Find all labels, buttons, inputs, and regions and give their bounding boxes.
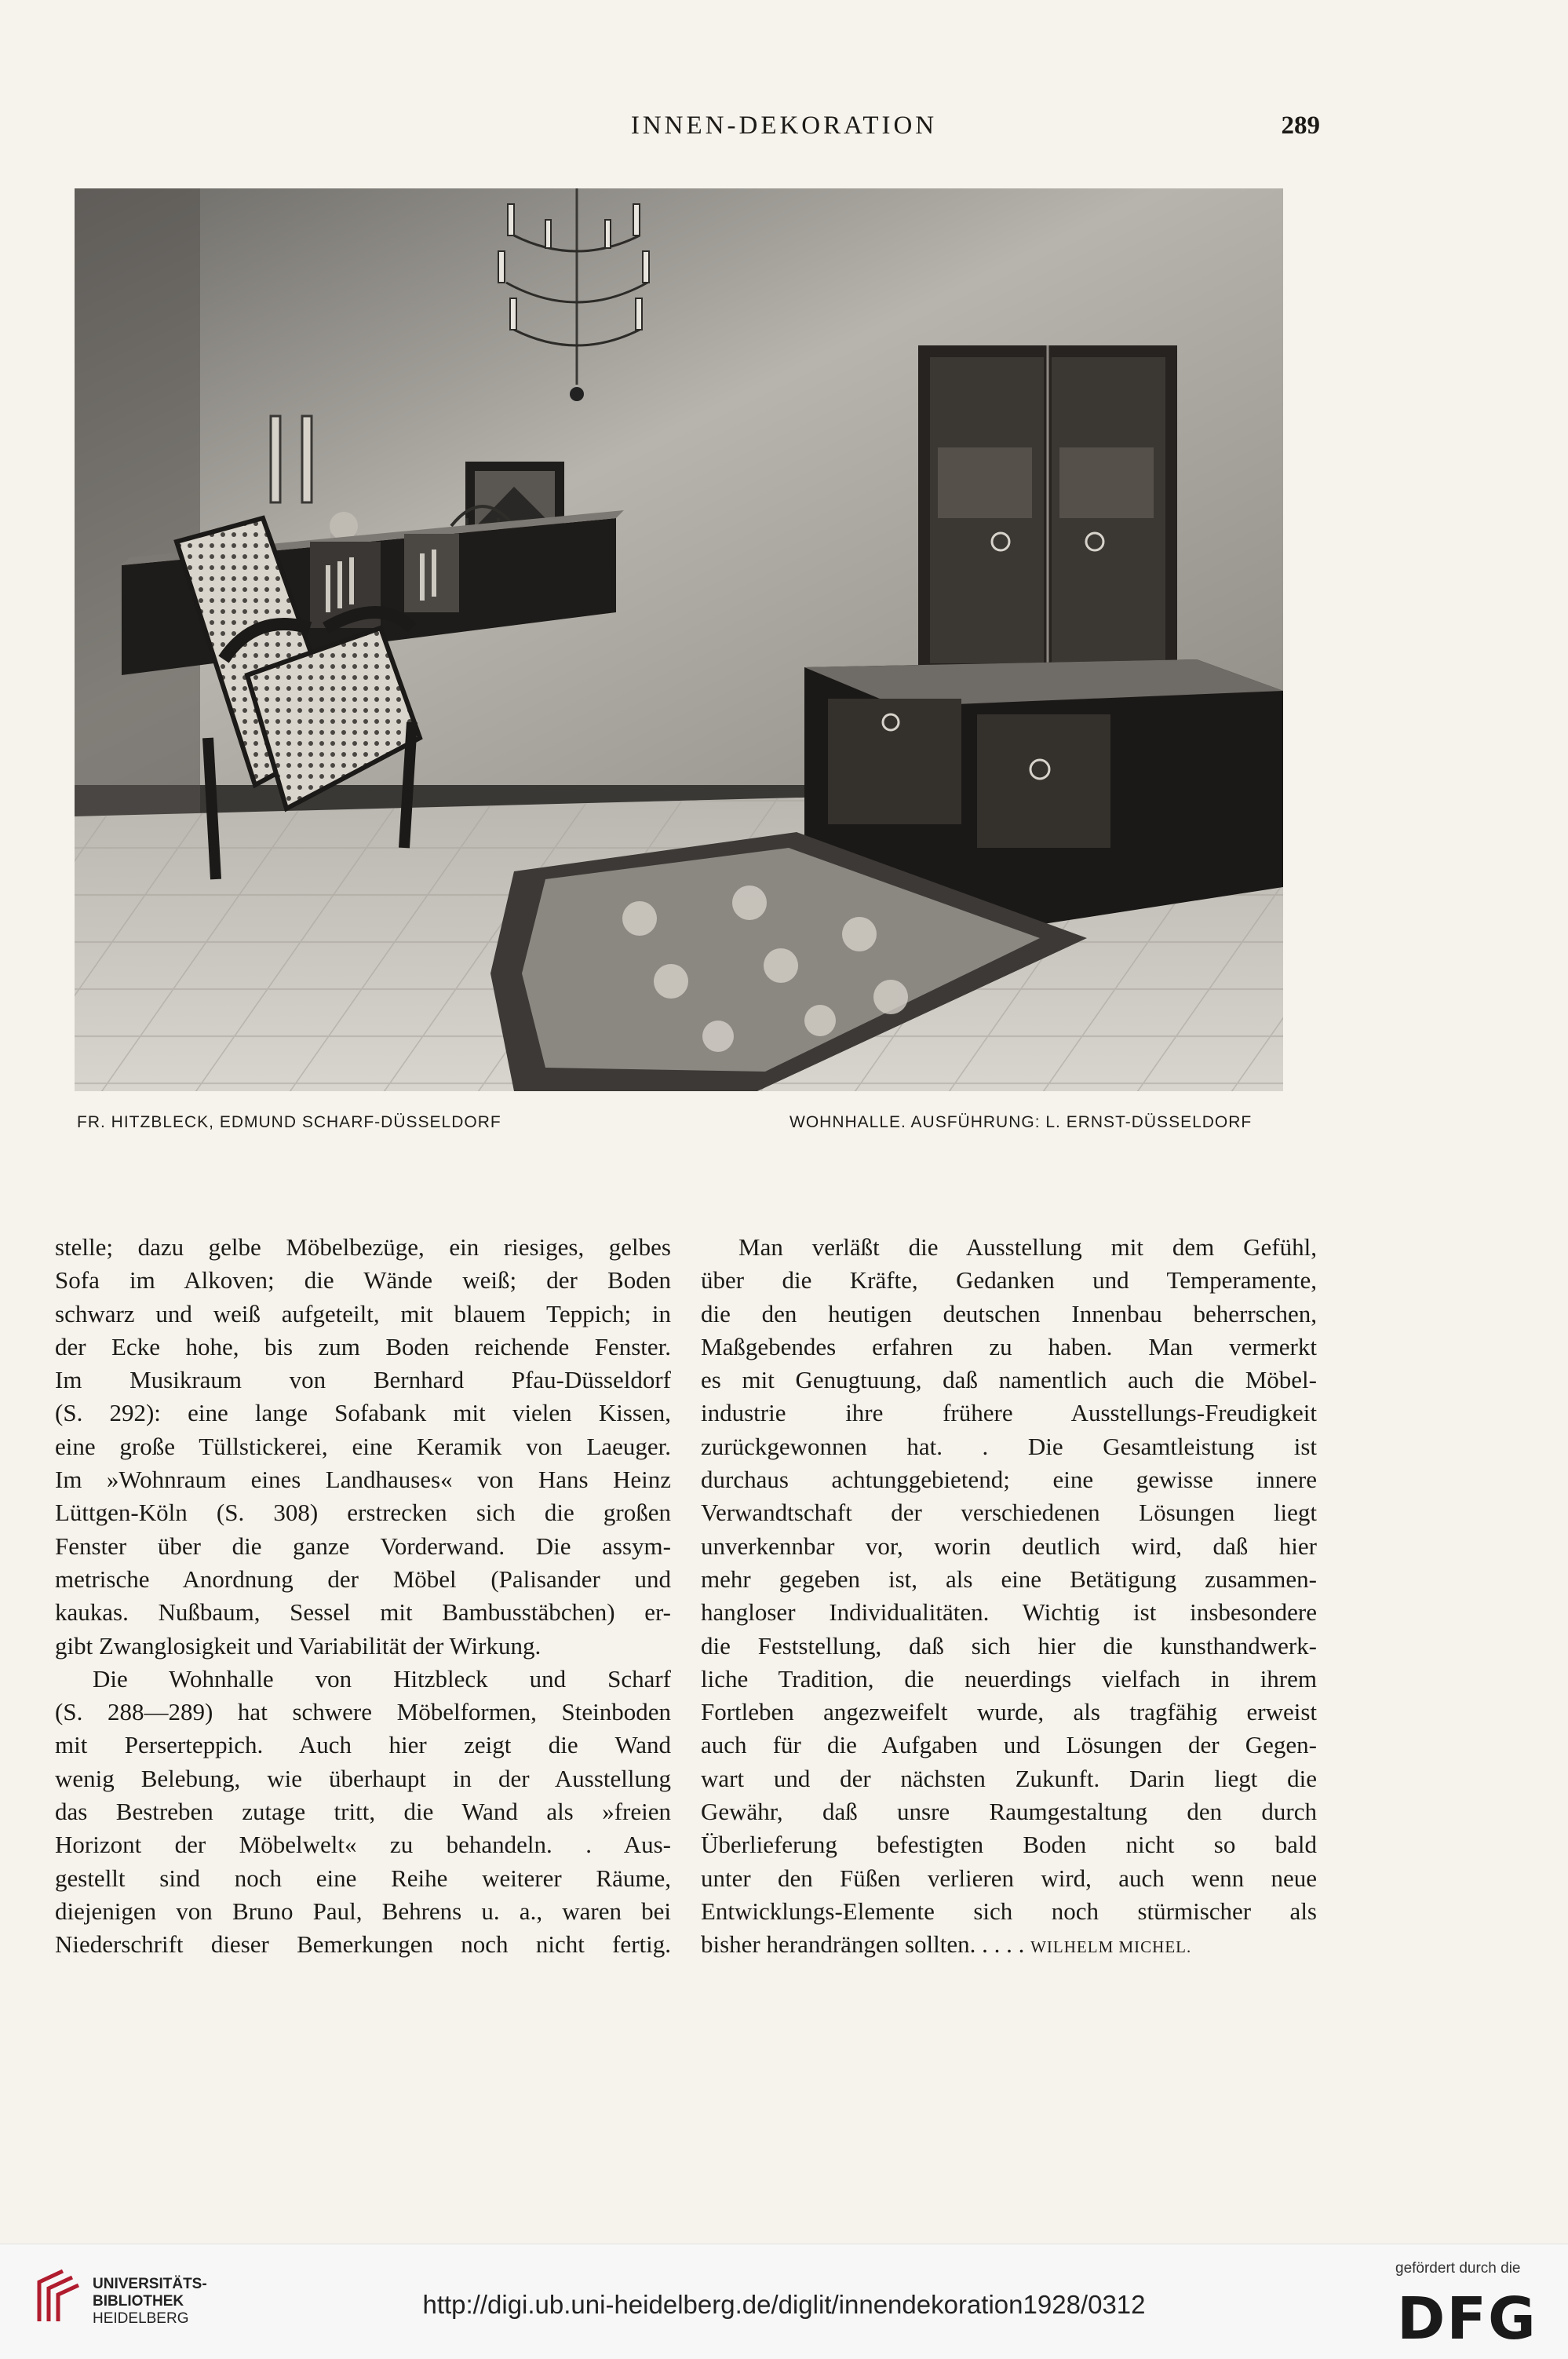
text-line: (S. 292): eine lange Sofabank mit vielen Kissen, — [55, 1399, 671, 1427]
text-column-left — [55, 1231, 671, 1962]
text-line: Sofa im Alkoven; die Wände weiß; der Boden — [55, 1266, 671, 1295]
text-line: gestellt sind noch eine Reihe weiterer Räume, — [55, 1864, 671, 1892]
text-line: Verwandtschaft der verschiedenen Lösungen liegt — [701, 1499, 1317, 1527]
text-line: Niederschrift dieser Bemerkungen noch nicht fertig. — [55, 1930, 671, 1959]
text-column-right — [701, 1231, 1317, 1962]
library-name-line: BIBLIOTHEK — [93, 2293, 184, 2310]
sponsor-text: gefördert durch die — [1395, 2260, 1521, 2277]
text-line: durchaus achtunggebietend; eine gewisse innere — [701, 1466, 1317, 1494]
running-head: INNEN-DEKORATION — [630, 111, 938, 140]
text-line: schwarz und weiß aufgeteilt, mit blauem Teppich; in — [55, 1299, 671, 1327]
text-line: Fenster über die ganze Vorderwand. Die assym- — [55, 1532, 671, 1560]
footer-bar — [0, 2244, 1568, 2359]
text-line: mehr gegeben ist, als eine Betätigung zusammen- — [701, 1565, 1317, 1593]
text-line: mit Perserteppich. Auch hier zeigt die Wand — [55, 1731, 671, 1759]
text-line: Horizont der Möbelwelt« zu behandeln. . Aus- — [55, 1831, 671, 1859]
text-line: (S. 288—289) hat schwere Möbelformen, Steinboden — [55, 1698, 671, 1726]
text-line: Entwicklungs-Elemente sich noch stürmischer als — [701, 1897, 1317, 1925]
interior-photograph — [75, 188, 1283, 1091]
text-line: die Feststellung, daß sich hier die kunsthandwerk- — [701, 1631, 1317, 1660]
text-line: zurückgewonnen hat. . Die Gesamtleistung ist — [701, 1432, 1317, 1460]
text-line: das Bestreben zutage tritt, die Wand als »freien — [55, 1798, 671, 1826]
text-line: Die Wohnhalle von Hitzbleck und Scharf — [93, 1664, 671, 1693]
text-line: Im Musikraum von Bernhard Pfau-Düsseldorf — [55, 1366, 671, 1394]
text-line: Gewähr, daß unsre Raumgestaltung den durch — [701, 1798, 1317, 1826]
dfg-logo: DFG — [1397, 2285, 1537, 2353]
page-number: 289 — [1281, 111, 1320, 140]
text-line: liche Tradition, die neuerdings vielfach in ihrem — [701, 1664, 1317, 1693]
text-line: eine große Tüllstickerei, eine Keramik von Laeuger. — [55, 1432, 671, 1460]
text-line: Man verläßt die Ausstellung mit dem Gefühl, — [738, 1233, 1317, 1261]
permalink-url[interactable]: http://digi.ub.uni-heidelberg.de/diglit/innendekoration1928/0312 — [422, 2290, 1146, 2319]
text-line: gibt Zwanglosigkeit und Variabilität der Wirkung. — [55, 1631, 542, 1660]
text-line: auch für die Aufgaben und Lösungen der Gegen- — [701, 1731, 1317, 1759]
author-signature: WILHELM MICHEL. — [1030, 1937, 1192, 1957]
text-line: diejenigen von Bruno Paul, Behrens u. a., waren bei — [55, 1897, 671, 1925]
text-line: bisher herandrängen sollten. . . . . — [701, 1930, 1025, 1959]
text-line: metrische Anordnung der Möbel (Palisander und — [55, 1565, 671, 1593]
plate-caption-right: WOHNHALLE. AUSFÜHRUNG: L. ERNST-DÜSSELDORF — [789, 1113, 1253, 1131]
text-line: es mit Genugtuung, daß namentlich auch die Möbel- — [701, 1366, 1317, 1394]
text-line: Überlieferung befestigten Boden nicht so bald — [701, 1831, 1317, 1859]
text-line: Im »Wohnraum eines Landhauses« von Hans Heinz — [55, 1466, 671, 1494]
plate-caption-left: FR. HITZBLECK, EDMUND SCHARF-DÜSSELDORF — [77, 1113, 501, 1131]
library-name-line: HEIDELBERG — [93, 2310, 189, 2327]
text-line: hangloser Individualitäten. Wichtig ist insbesondere — [701, 1598, 1317, 1627]
text-line: Lüttgen-Köln (S. 308) erstrecken sich die großen — [55, 1499, 671, 1527]
text-line-final — [701, 1928, 1317, 1961]
text-line: wenig Belebung, wie überhaupt in der Ausstellung — [55, 1764, 671, 1792]
library-name-line: UNIVERSITÄTS- — [93, 2276, 207, 2292]
text-line: die den heutigen deutschen Innenbau beherrschen, — [701, 1299, 1317, 1327]
text-line: industrie ihre frühere Ausstellungs-Freudigkeit — [701, 1399, 1317, 1427]
text-line: unverkennbar vor, worin deutlich wird, daß hier — [701, 1532, 1317, 1560]
text-line: über die Kräfte, Gedanken und Temperamente, — [701, 1266, 1317, 1295]
text-line: Maßgebendes erfahren zu haben. Man vermerkt — [701, 1332, 1317, 1360]
text-line: unter den Füßen verlieren wird, auch wenn neue — [701, 1864, 1317, 1892]
text-line: kaukas. Nußbaum, Sessel mit Bambusstäbchen) er- — [55, 1598, 671, 1627]
text-line: Fortleben angezweifelt wurde, als tragfähig erweist — [701, 1698, 1317, 1726]
text-line: wart und der nächsten Zukunft. Darin liegt die — [701, 1764, 1317, 1792]
text-line: stelle; dazu gelbe Möbelbezüge, ein riesiges, gelbes — [55, 1233, 671, 1261]
text-line: der Ecke hohe, bis zum Boden reichende Fenster. — [55, 1332, 671, 1360]
